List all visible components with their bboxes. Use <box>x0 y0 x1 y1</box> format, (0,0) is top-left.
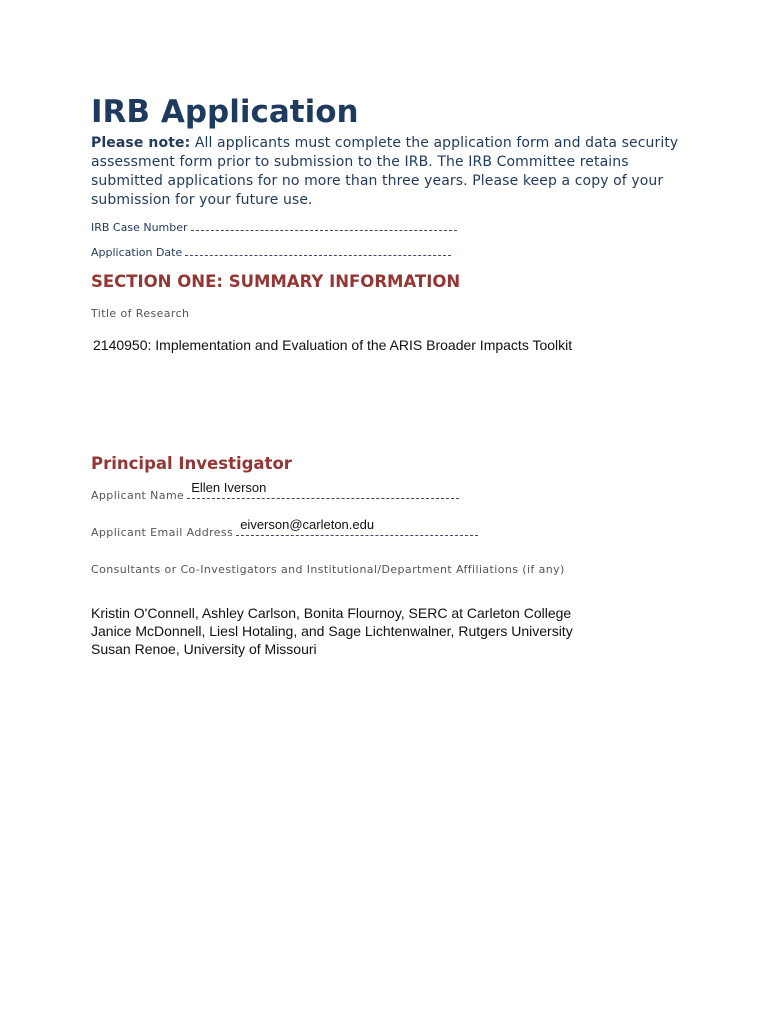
applicant-email-input[interactable] <box>236 517 478 536</box>
applicant-name-field <box>91 480 459 503</box>
applicant-email-value: eiverson@carleton.edu <box>240 517 375 532</box>
applicant-name-value: Ellen Iverson <box>191 480 267 495</box>
consultants-line: Kristin O'Connell, Ashley Carlson, Bonita Flournoy, SERC at Carleton College <box>91 605 572 621</box>
irb-case-number-input[interactable] <box>191 221 457 231</box>
document-title: IRB Application <box>91 94 359 130</box>
note-text: All applicants must complete the application form and data security assessment form prior to submission to the IRB. The IRB Committee retains submitted applications for no more than three years. Please keep a copy of your submission for your future use. <box>91 135 679 208</box>
application-date-input[interactable] <box>185 246 451 256</box>
application-date-field <box>91 246 451 260</box>
title-of-research-value[interactable]: 2140950: Implementation and Evaluation of the ARIS Broader Impacts Toolkit <box>93 337 573 353</box>
section-one-heading: SECTION ONE: SUMMARY INFORMATION <box>91 272 461 291</box>
consultants-label: Consultants or Co-Investigators and Institutional/Department Affiliations (if any) <box>91 563 565 576</box>
applicant-name-input[interactable] <box>187 480 459 499</box>
irb-case-number-field <box>91 221 457 235</box>
application-date-label: Application Date <box>91 246 183 259</box>
consultants-line: Janice McDonnell, Liesl Hotaling, and Sage Lichtenwalner, Rutgers University <box>91 623 573 639</box>
title-of-research-label: Title of Research <box>91 307 190 320</box>
principal-investigator-heading: Principal Investigator <box>91 454 292 473</box>
irb-case-number-label: IRB Case Number <box>91 221 188 234</box>
applicant-email-field <box>91 517 478 540</box>
submission-note <box>91 134 691 210</box>
consultants-line: Susan Renoe, University of Missouri <box>91 641 317 657</box>
applicant-email-label: Applicant Email Address <box>91 526 234 539</box>
applicant-name-label: Applicant Name <box>91 489 185 502</box>
consultants-list[interactable] <box>91 604 573 658</box>
note-label: Please note: <box>91 135 191 151</box>
